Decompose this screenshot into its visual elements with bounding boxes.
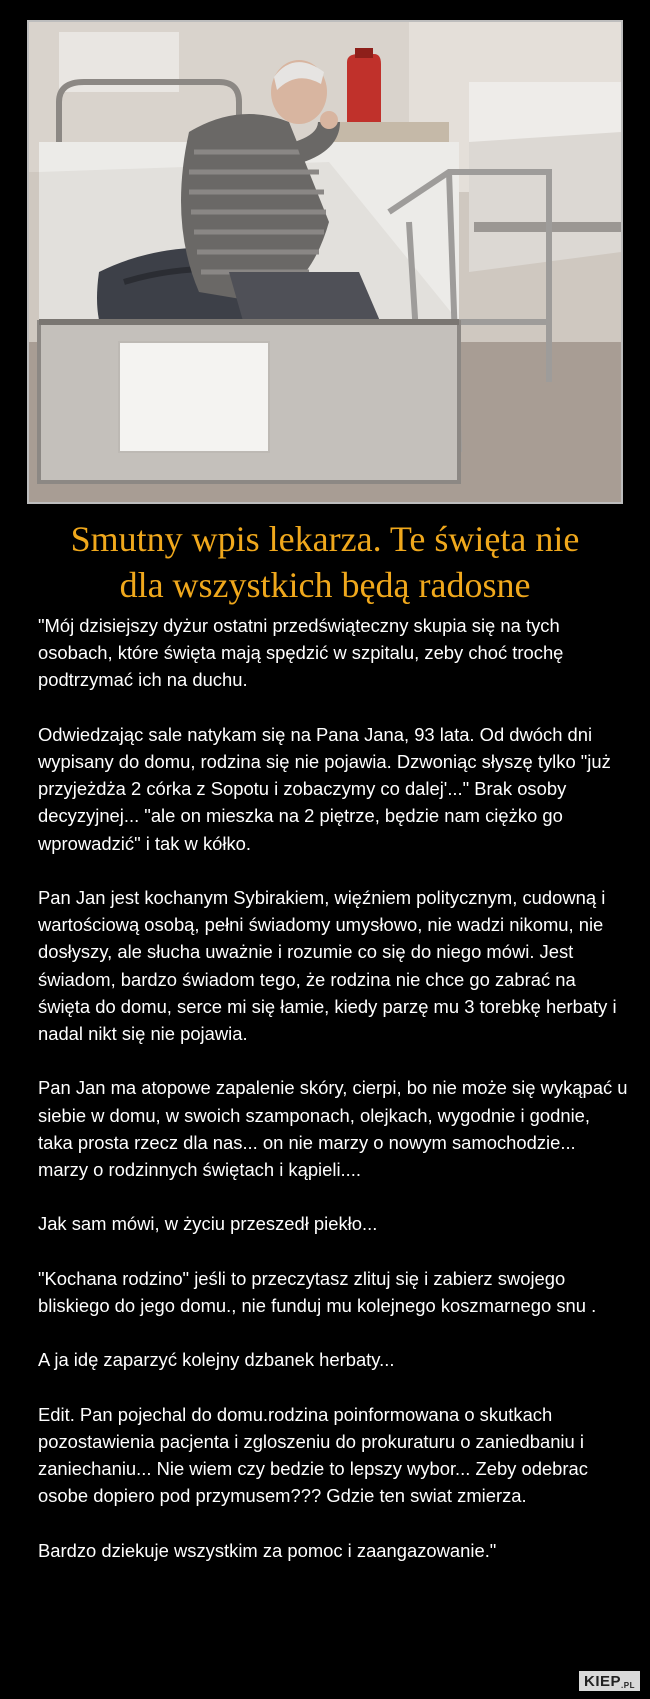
- paragraph-6: "Kochana rodzino" jeśli to przeczytasz zlituj się i zabierz swojego bliskiego do jego domu., nie funduj mu kolejnego koszmarnego snu .: [38, 1267, 597, 1316]
- paragraph-1: "Mój dzisiejszy dyżur ostatni przedświąteczny skupia się na tych osobach, które święta mają spędzić w szpitalu, zeby choć trochę podtrzymać ich na duchu.: [38, 615, 564, 691]
- title-line-1: Smutny wpis lekarza. Te święta nie: [70, 519, 580, 559]
- hospital-photo-icon: [29, 22, 621, 502]
- hospital-photo: [27, 20, 623, 504]
- logo-suffix: .PL: [621, 1681, 635, 1690]
- logo-text: KIEP: [584, 1673, 622, 1690]
- kiep-logo[interactable]: [579, 1671, 640, 1691]
- article-body: [38, 612, 628, 1564]
- title-line-2: dla wszystkich będą radosne: [119, 565, 531, 605]
- paragraph-3: Pan Jan jest kochanym Sybirakiem, więźniem politycznym, cudowną i wartościową osobą, pełni świadomy umysłowo, nie wadzi nikomu, nie dosłyszy, ale słucha uważnie i rozumie co się do niego mówi. Jest świadom, bardzo świadom tego, że rodzina nie chce go zabrać na święta do domu, serce mi się łamie, kiedy parzę mu 3 torebkę herbaty i nadal nikt się nie pojawia.: [38, 887, 617, 1045]
- article-title: [0, 516, 650, 608]
- paragraph-9: Bardzo dziekuje wszystkim za pomoc i zaangazowanie.": [38, 1539, 497, 1561]
- paragraph-8: Edit. Pan pojechal do domu.rodzina poinformowana o skutkach pozostawienia pacjenta i zgloszeniu do prokuraturu o zaniedbaniu i zaniechaniu... Nie wiem czy bedzie to lepszy wybor... Zeby odebrac osobe dopiero pod przymusem??? Gdzie ten swiat zmierza.: [38, 1403, 588, 1507]
- paragraph-5: Jak sam mówi, w życiu przeszedł piekło...: [38, 1213, 378, 1235]
- paragraph-4: Pan Jan ma atopowe zapalenie skóry, cierpi, bo nie może się wykąpać u siebie w domu, w swoich szamponach, olejkach, wygodnie i godnie, taka prosta rzecz dla nas... on nie marzy o nowym samochodzie... marzy o rodzinnych świętach i kąpieli....: [38, 1077, 628, 1181]
- paragraph-7: A ja idę zaparzyć kolejny dzbanek herbaty...: [38, 1349, 395, 1371]
- paragraph-2: Odwiedzając sale natykam się na Pana Jana, 93 lata. Od dwóch dni wypisany do domu, rodzina się nie pojawia. Dzwoniąc słyszę tylko "już przyjeżdża 2 córka z Sopotu i zobaczymy co dalej'..." Brak osoby decyzyjnej... "ale on mieszka na 2 piętrze, będzie nam ciężko go wprowadzić" i tak w kółko.: [38, 723, 611, 854]
